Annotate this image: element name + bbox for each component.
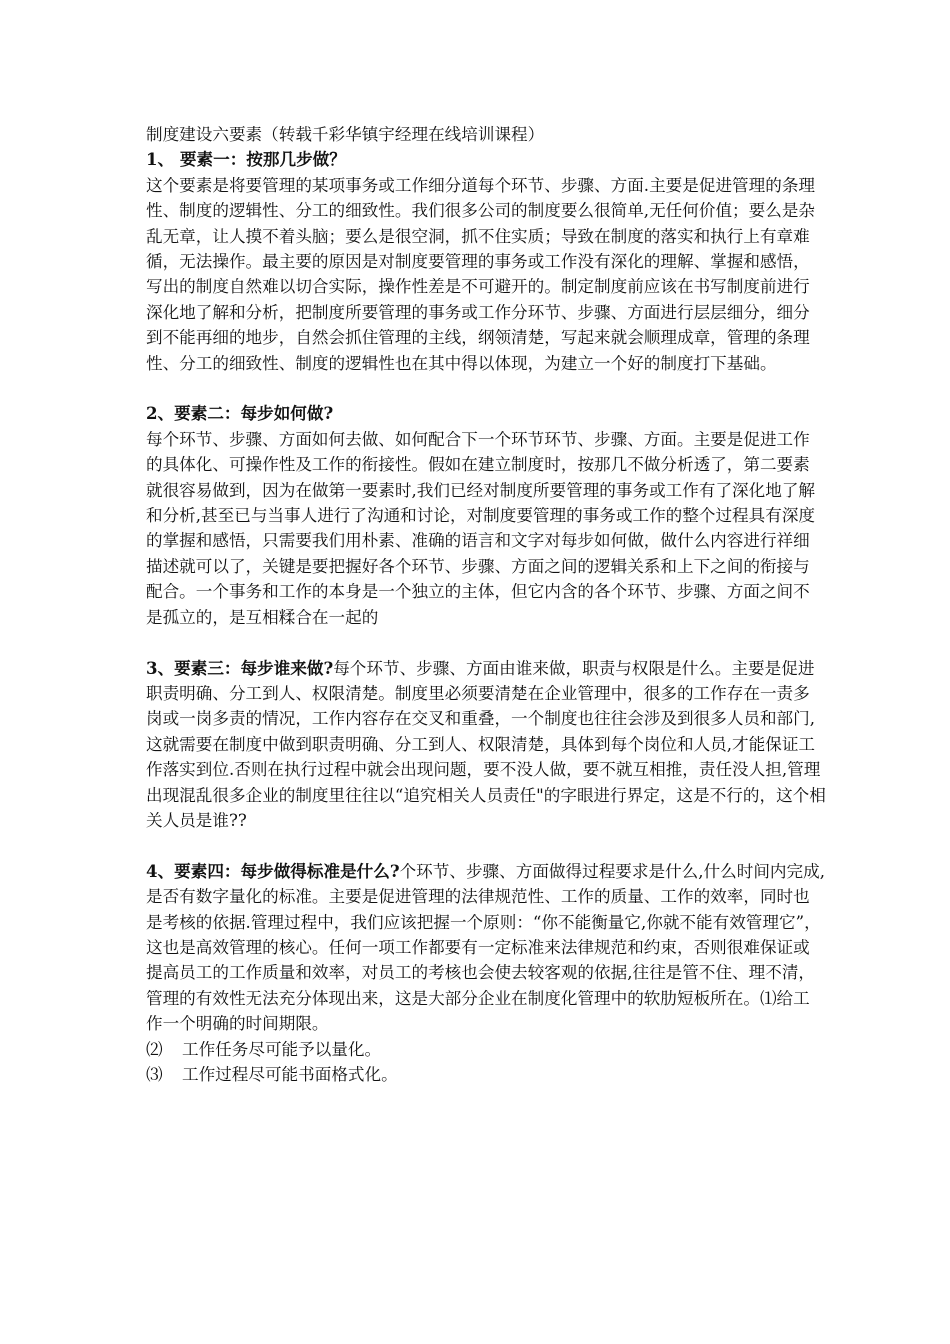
list-item <box>146 1062 826 1087</box>
paragraph-gap <box>146 833 826 858</box>
list-item <box>146 1037 826 1062</box>
section-1-body: 这个要素是将要管理的某项事务或工作细分道每个环节、步骤、方面.主要是促进管理的条理性、制度的逻辑性、分工的细致性。我们很多公司的制度要么很简单,无任何价值；要么是杂乱无章，让人摸不着头脑；要么是很空洞，抓不住实质；导致在制度的落实和执行上有章难循，无法操作。最主要的原因是对制度要管理的事务或工作没有深化的理解、掌握和感悟，写出的制度自然难以切合实际，操作性差是不可避开的。制定制度前应该在书写制度前进行深化地了解和分析，把制度所要管理的事务或工作分环节、步骤、方面进行层层细分，细分到不能再细的地步，自然会抓住管理的主线，纲领清楚，写起来就会顺理成章，管理的条理性、分工的细致性、制度的逻辑性也在其中得以体现，为建立一个好的制度打下基础。 <box>146 175 816 373</box>
list-item-number: ⑶ <box>146 1064 163 1084</box>
list-item-number: ⑵ <box>146 1039 163 1059</box>
paragraph-gap <box>146 630 826 655</box>
section-3-paragraph <box>146 656 826 834</box>
section-2-body: 每个环节、步骤、方面如何去做、如何配合下一个环节环节、步骤、方面。主要是促进工作的具体化、可操作性及工作的衔接性。假如在建立制度时，按那几不做分析透了，第二要素就很容易做到，因为在做第一要素时,我们已经对制度所要管理的事务或工作有了深化地了解和分析,甚至已与当事人进行了沟通和讨论，对制度要管理的事务或工作的整个过程具有深度的掌握和感悟，只需要我们用朴素、准确的语言和文字对每步如何做，做什么内容进行祥细描述就可以了，关键是要把握好各个环节、步骤、方面之间的逻辑关系和上下之间的衔接与配合。一个事务和工作的本身是一个独立的主体，但它内含的各个环节、步骤、方面之间不是孤立的，是互相糅合在一起的 <box>146 429 816 627</box>
section-2-heading: 2、要素二：每步如何做? <box>146 403 334 424</box>
section-4-paragraph <box>146 859 826 1037</box>
document-title: 制度建设六要素（转载千彩华镇宇经理在线培训课程） <box>146 125 545 144</box>
document-page <box>146 122 826 1087</box>
section-3-heading: 3、要素三：每步谁来做? <box>146 657 334 678</box>
section-3-body: 每个环节、步骤、方面由谁来做，职责与权限是什么。主要是促进职责明确、分工到人、权限清楚。制度里必须要清楚在企业管理中，很多的工作存在一责多岗或一岗多责的情况，工作内容存在交叉和重叠，一个制度也往往会涉及到很多人员和部门,这就需要在制度中做到职责明确、分工到人、权限清楚，具体到每个岗位和人员,才能保证工作落实到位.否则在执行过程中就会出现问题，要不没人做，要不就互相推，责任没人担,管理出现混乱很多企业的制度里往往以“追究相关人员责任"的字眼进行界定，这是不行的，这个相关人员是谁?? <box>146 658 826 830</box>
list-item-text: 工作任务尽可能予以量化。 <box>182 1039 382 1059</box>
list-item-text: 工作过程尽可能书面格式化。 <box>182 1064 398 1084</box>
section-1-heading: 1、 要素一：按那几步做？ <box>146 149 346 170</box>
section-4-heading: 4、要素四：每步做得标准是什么? <box>146 860 400 881</box>
paragraph-gap <box>146 376 826 401</box>
section-4-body: 个环节、步骤、方面做得过程要求是什么,什么时间内完成,是否有数字量化的标准。主要是促进管理的法律规范性、工作的质量、工作的效率，同时也是考核的依据.管理过程中，我们应该把握一个原则：“你不能衡量它,你就不能有效管理它”，这也是高效管理的核心。任何一项工作都要有一定标准来法律规范和约束，否则很难保证或提高员工的工作质量和效率，对员工的考核也会使去较客观的依据,往往是管不住、理不清，管理的有效性无法充分体现出来，这是大部分企业在制度化管理中的软肋短板所在。⑴给工作一个明确的时间期限。 <box>146 861 825 1034</box>
